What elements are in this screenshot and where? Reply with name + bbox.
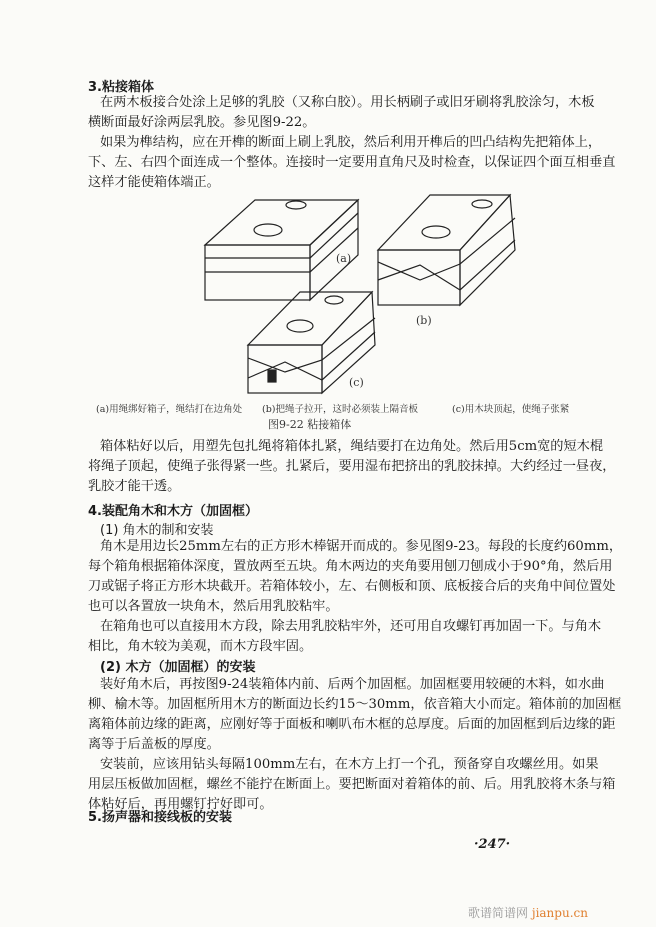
text-line: 也可以各置放一块角木，然后用乳胶粘牢。: [88, 599, 339, 614]
figure-label-b: (b): [416, 314, 432, 327]
figure-caption-b: (b)把绳子拉开，这时必须装上隔音板: [262, 404, 418, 415]
text-line: 将绳子顶起，使绳子张得紧一些。扎紧后，要用湿布把挤出的乳胶抹掉。大约经过一昼夜，: [88, 459, 616, 474]
figure-9-22: [0, 0, 656, 420]
page-number: ·247·: [474, 837, 511, 852]
text-line: 每个箱角根据箱体深度，置放两至五块。角木两边的夹角要用刨刀刨成小于90°角，然后用: [88, 559, 613, 574]
text-line: 在两木板接合处涂上足够的乳胶（又称白胶）。用长柄刷子或旧牙刷将乳胶涂匀，木板: [100, 95, 595, 110]
text-line: 相比，角木较为美观，而木方段牢固。: [88, 639, 313, 654]
figure-caption-a: (a)用绳绑好箱子，绳结打在边角处: [96, 404, 243, 415]
text-line: 这样才能使箱体端正。: [88, 175, 220, 190]
figure-label-a: (a): [336, 252, 352, 265]
text-line: 角木是用边长25mm左右的正方形木棒锯开而成的。参见图9-23。每段的长度约60mm，: [100, 539, 623, 554]
text-line: 离箱体前边缘的距离，应刚好等于面板和喇叭布木框的总厚度。后面的加固框到后边缘的距: [88, 717, 616, 732]
text-line: 下、左、右四个面连成一个整体。连接时一定要用直角尺及时检查，以保证四个面互相垂直: [88, 155, 616, 170]
section-heading-3: 3.粘接箱体: [88, 80, 154, 95]
text-line: 如果为榫结构，应在开榫的断面上刷上乳胶，然后利用开榫后的凹凸结构先把箱体上，: [100, 135, 602, 150]
text-line: 离等于后盖板的厚度。: [88, 737, 220, 752]
text-line: 在箱角也可以直接用木方段，除去用乳胶粘牢外，还可用自攻螺钉再加固一下。与角木: [100, 619, 602, 634]
box-b-drawing: [378, 195, 515, 305]
figure-caption-c: (c)用木块顶起，使绳子张紧: [452, 404, 570, 415]
text-line: 用层压板做加固框，螺丝不能拧在断面上。要把断面对着箱体的前、后。用乳胶将木条与箱: [88, 777, 616, 792]
subheading-4-1: (1) 角木的制和安装: [100, 523, 214, 538]
figure-label-c: (c): [349, 376, 364, 389]
box-a-drawing: [205, 200, 358, 300]
text-line: 安装前，应该用钻头每隔100mm左右，在木方上打一个孔，预备穿自攻螺丝用。如果: [100, 757, 599, 772]
text-line: 体粘好后，再用螺钉拧好即可。: [88, 797, 273, 812]
figure-title: 图9-22 粘接箱体: [268, 418, 352, 431]
section-heading-4: 4.装配角木和木方（加固框）: [88, 504, 258, 519]
subheading-4-2: (2) 木方（加固框）的安装: [100, 660, 256, 675]
watermark: 歌谱简谱网 jianpu.cn: [468, 906, 588, 920]
section-heading-5: 5.扬声器和接线板的安装: [88, 810, 232, 825]
text-line: 刀或锯子将正方形木块截开。若箱体较小，左、右侧板和顶、底板接合后的夹角中间位置处: [88, 579, 616, 594]
text-line: 箱体粘好以后，用塑先包扎绳将箱体扎紧，绳结要打在边角处。然后用5cm宽的短木棍: [100, 439, 604, 454]
text-line: 装好角木后，再按图9-24装箱体内前、后两个加固框。加固框要用较硬的木料，如水曲: [100, 677, 605, 692]
text-line: 柳、榆木等。加固框所用木方的断面边长约15～30mm，依音箱大小而定。箱体前的加固框: [88, 697, 622, 712]
text-line: 横断面最好涂两层乳胶。参见图9-22。: [88, 115, 316, 130]
text-line: 乳胶才能干透。: [88, 479, 181, 494]
